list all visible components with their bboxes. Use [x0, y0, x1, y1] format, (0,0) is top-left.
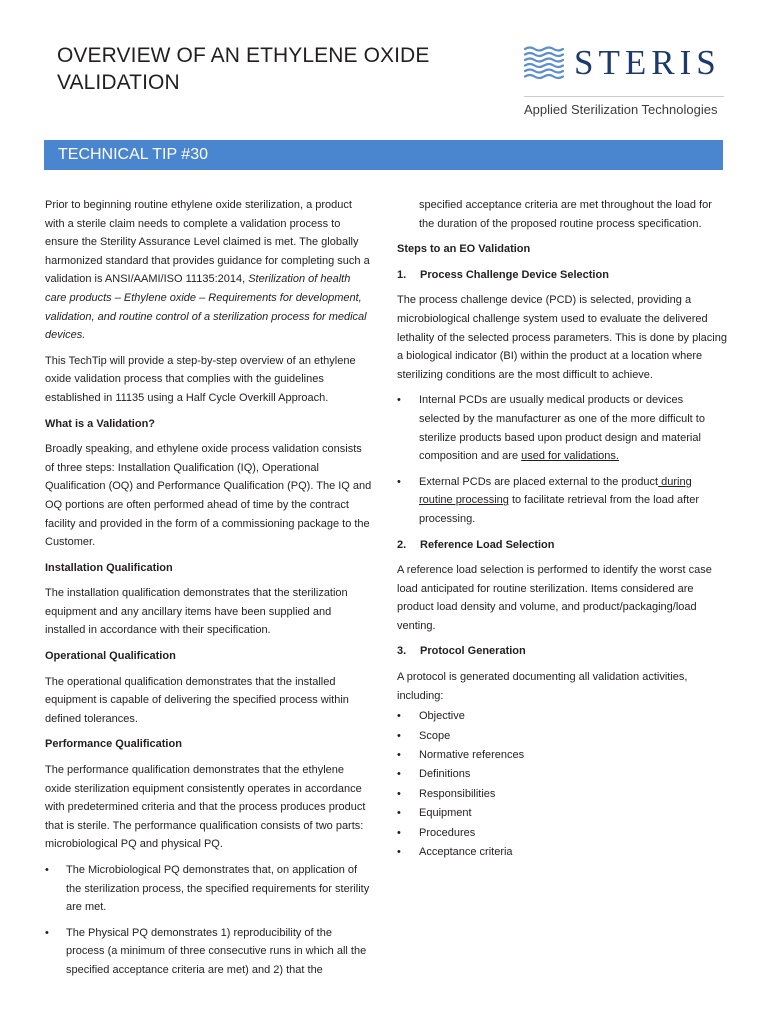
- step-title: Protocol Generation: [420, 645, 526, 658]
- step-number: 2.: [397, 538, 407, 551]
- heading-step-2: [397, 536, 727, 555]
- technical-tip-banner: TECHNICAL TIP #30: [44, 140, 723, 170]
- logo-divider: [524, 96, 724, 97]
- standard-title: Sterilization of health care products – Ethylene oxide – Requirements for development, validation, and routine control of a sterilization process for medical devices.: [45, 273, 367, 342]
- list-item: • Equipment: [397, 804, 727, 823]
- bullet-text: to facilitate retrieval from the load after processing.: [419, 494, 700, 525]
- techtip-paragraph: This TechTip will provide a step-by-step overview of an ethylene oxide validation process that complies with the guidelines established in 11135 using a Half Cycle Overkill Approach.: [45, 354, 356, 404]
- bullet-physical-pq: • The Physical PQ demonstrates 1) reproducibility of the process (a minimum of three consecutive runs in which all the specified acceptance criteria are met) and 2) that the: [45, 924, 372, 980]
- oq-paragraph: The operational qualification demonstrates that the installed equipment is capable of delivering the specified process within defined tolerances.: [45, 675, 349, 725]
- list-item: • Definitions: [397, 765, 727, 784]
- pcd-paragraph: The process challenge device (PCD) is selected, providing a microbiological challenge system used to evaluate the delivered lethality of the selected process parameters. This is done by placing a biological indicator (BI) within the product at a location where sterilizing conditions are the most difficult to achieve.: [397, 294, 727, 381]
- steris-logo: [524, 43, 724, 120]
- protocol-paragraph: A protocol is generated documenting all validation activities, including:: [397, 671, 688, 702]
- step-number: 3.: [397, 645, 407, 658]
- step-title: Reference Load Selection: [420, 538, 555, 551]
- iq-paragraph: The installation qualification demonstrates that the sterilization equipment and any ancillary items have been supplied and installed in accordance with their specification.: [45, 587, 348, 637]
- protocol-items-list: [397, 707, 727, 862]
- wave-logo-icon: [524, 46, 564, 80]
- document-title: OVERVIEW OF AN ETHYLENE OXIDE VALIDATION: [57, 44, 430, 94]
- heading-performance-qualification: Performance Qualification: [45, 738, 182, 751]
- step-number: 1.: [397, 268, 407, 281]
- reference-load-paragraph: A reference load selection is performed to identify the worst case load anticipated for routine sterilization. Items considered are product load density and volume, and product/packaging/load venting.: [397, 564, 712, 632]
- list-item: • Acceptance criteria: [397, 843, 727, 862]
- list-item: • Objective: [397, 707, 727, 726]
- heading-what-is-validation: What is a Validation?: [45, 417, 156, 430]
- left-column: [45, 196, 372, 987]
- intro-paragraph: [45, 196, 372, 345]
- bullet-internal-pcd: [397, 391, 727, 465]
- heading-operational-qualification: Operational Qualification: [45, 650, 176, 663]
- bullet-text: External PCDs are placed external to the product: [419, 475, 659, 488]
- underlined-text: used for validations.: [521, 450, 619, 463]
- list-item: • Procedures: [397, 824, 727, 843]
- bullet-text: Internal PCDs are usually medical products or devices selected by the manufacturer as one of the more difficult to sterilize products based upon product design and material composition and are: [419, 394, 705, 463]
- heading-step-3: [397, 642, 727, 661]
- continued-bullet-text: specified acceptance criteria are met throughout the load for the duration of the proposed routine process specification.: [419, 199, 712, 230]
- list-item: • Scope: [397, 727, 727, 746]
- logo-wordmark: STERIS: [574, 43, 721, 82]
- right-column: [397, 196, 727, 863]
- pq-paragraph: The performance qualification demonstrates that the ethylene oxide sterilization equipment consistently operates in accordance with predetermined criteria and that the process produces product that is sterile. The performance qualification consists of two parts: microbiological PQ and physical PQ.: [45, 764, 366, 851]
- heading-installation-qualification: Installation Qualification: [45, 561, 173, 574]
- step-title: Process Challenge Device Selection: [420, 268, 609, 281]
- heading-step-1: [397, 266, 727, 285]
- logo-tagline: Applied Sterilization Technologies: [524, 102, 718, 117]
- bullet-external-pcd: [397, 473, 727, 529]
- intro-text: Prior to beginning routine ethylene oxide sterilization, a product with a sterile claim needs to complete a validation process to ensure the Sterility Assurance Level claimed is met. The globally harmonized standard that provides guidance for completing such a validation is ANSI/AAMI/ISO 11135:2014,: [45, 199, 370, 286]
- heading-steps-eo-validation: Steps to an EO Validation: [397, 243, 531, 256]
- bullet-microbiological-pq: • The Microbiological PQ demonstrates that, on application of the sterilization process, the specified requirements for sterility are met.: [45, 861, 372, 917]
- validation-paragraph: Broadly speaking, and ethylene oxide process validation consists of three steps: Installation Qualification (IQ), Operational Qualification (OQ) and Performance Qualification (PQ). The IQ and OQ portions are often performed ahead of time by the contract facility and provided in the form of a commissioning package to the Customer.: [45, 443, 372, 549]
- list-item: • Responsibilities: [397, 785, 727, 804]
- underlined-text: during routine processing: [419, 475, 692, 507]
- list-item: • Normative references: [397, 746, 727, 765]
